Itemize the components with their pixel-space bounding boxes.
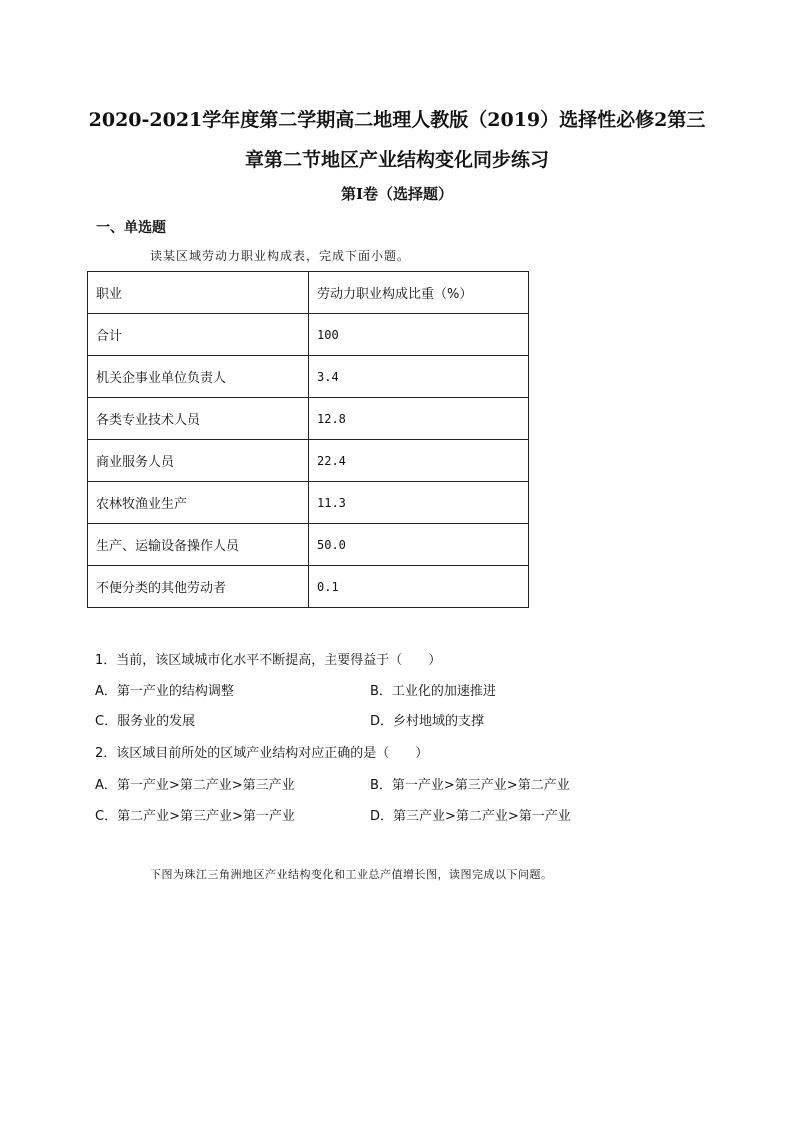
question-2-stem: 2．该区域目前所处的区域产业结构对应正确的是（ ） bbox=[95, 746, 429, 761]
question-1-option-d: D．乡村地域的支撑 bbox=[370, 714, 485, 729]
table-header-row bbox=[88, 272, 529, 314]
table-header-cell: 职业 bbox=[88, 272, 309, 314]
question-2-option-c: C．第二产业>第三产业>第一产业 bbox=[95, 809, 295, 824]
table-intro: 读某区域劳动力职业构成表，完成下面小题。 bbox=[150, 249, 411, 263]
question-1-option-a: A．第一产业的结构调整 bbox=[95, 684, 234, 699]
title-line-2: 章第二节地区产业结构变化同步练习 bbox=[244, 149, 549, 171]
table-cell-occupation: 不便分类的其他劳动者 bbox=[88, 566, 309, 608]
table-cell-occupation: 农林牧渔业生产 bbox=[88, 482, 309, 524]
table-cell-share: 22.4 bbox=[309, 440, 529, 482]
table-cell-share: 0.1 bbox=[309, 566, 529, 608]
table-cell-share: 100 bbox=[309, 314, 529, 356]
table-row bbox=[88, 524, 529, 566]
table-row bbox=[88, 314, 529, 356]
figure-caption: 下图为珠江三角洲地区产业结构变化和工业总产值增长图，读图完成以下问题。 bbox=[150, 868, 553, 881]
question-1-stem: 1．当前，该区域城市化水平不断提高，主要得益于（ ） bbox=[95, 653, 442, 668]
question-1-option-b: B．工业化的加速推进 bbox=[370, 684, 496, 699]
table-row bbox=[88, 356, 529, 398]
question-2-option-d: D．第三产业>第二产业>第一产业 bbox=[370, 809, 571, 824]
table-cell-occupation: 机关企事业单位负责人 bbox=[88, 356, 309, 398]
table-cell-occupation: 生产、运输设备操作人员 bbox=[88, 524, 309, 566]
table-cell-share: 12.8 bbox=[309, 398, 529, 440]
table-cell-share: 3.4 bbox=[309, 356, 529, 398]
table-row bbox=[88, 440, 529, 482]
table-cell-occupation: 各类专业技术人员 bbox=[88, 398, 309, 440]
table-row bbox=[88, 482, 529, 524]
table-cell-occupation: 合计 bbox=[88, 314, 309, 356]
table-cell-share: 11.3 bbox=[309, 482, 529, 524]
volume-subtitle: 第I卷（选择题） bbox=[340, 185, 454, 203]
title-line-1: 2020-2021学年度第二学期高二地理人教版（2019）选择性必修2第三 bbox=[88, 109, 706, 131]
labor-table bbox=[87, 271, 529, 608]
table-row bbox=[88, 398, 529, 440]
question-2-option-a: A．第一产业>第二产业>第三产业 bbox=[95, 778, 295, 793]
table-cell-occupation: 商业服务人员 bbox=[88, 440, 309, 482]
document-title bbox=[70, 100, 724, 180]
section-heading: 一、单选题 bbox=[96, 220, 166, 236]
question-1-option-c: C．服务业的发展 bbox=[95, 714, 196, 729]
table-cell-share: 50.0 bbox=[309, 524, 529, 566]
table-header-cell: 劳动力职业构成比重（%） bbox=[309, 272, 529, 314]
question-2-option-b: B．第一产业>第三产业>第二产业 bbox=[370, 778, 570, 793]
table-row bbox=[88, 566, 529, 608]
